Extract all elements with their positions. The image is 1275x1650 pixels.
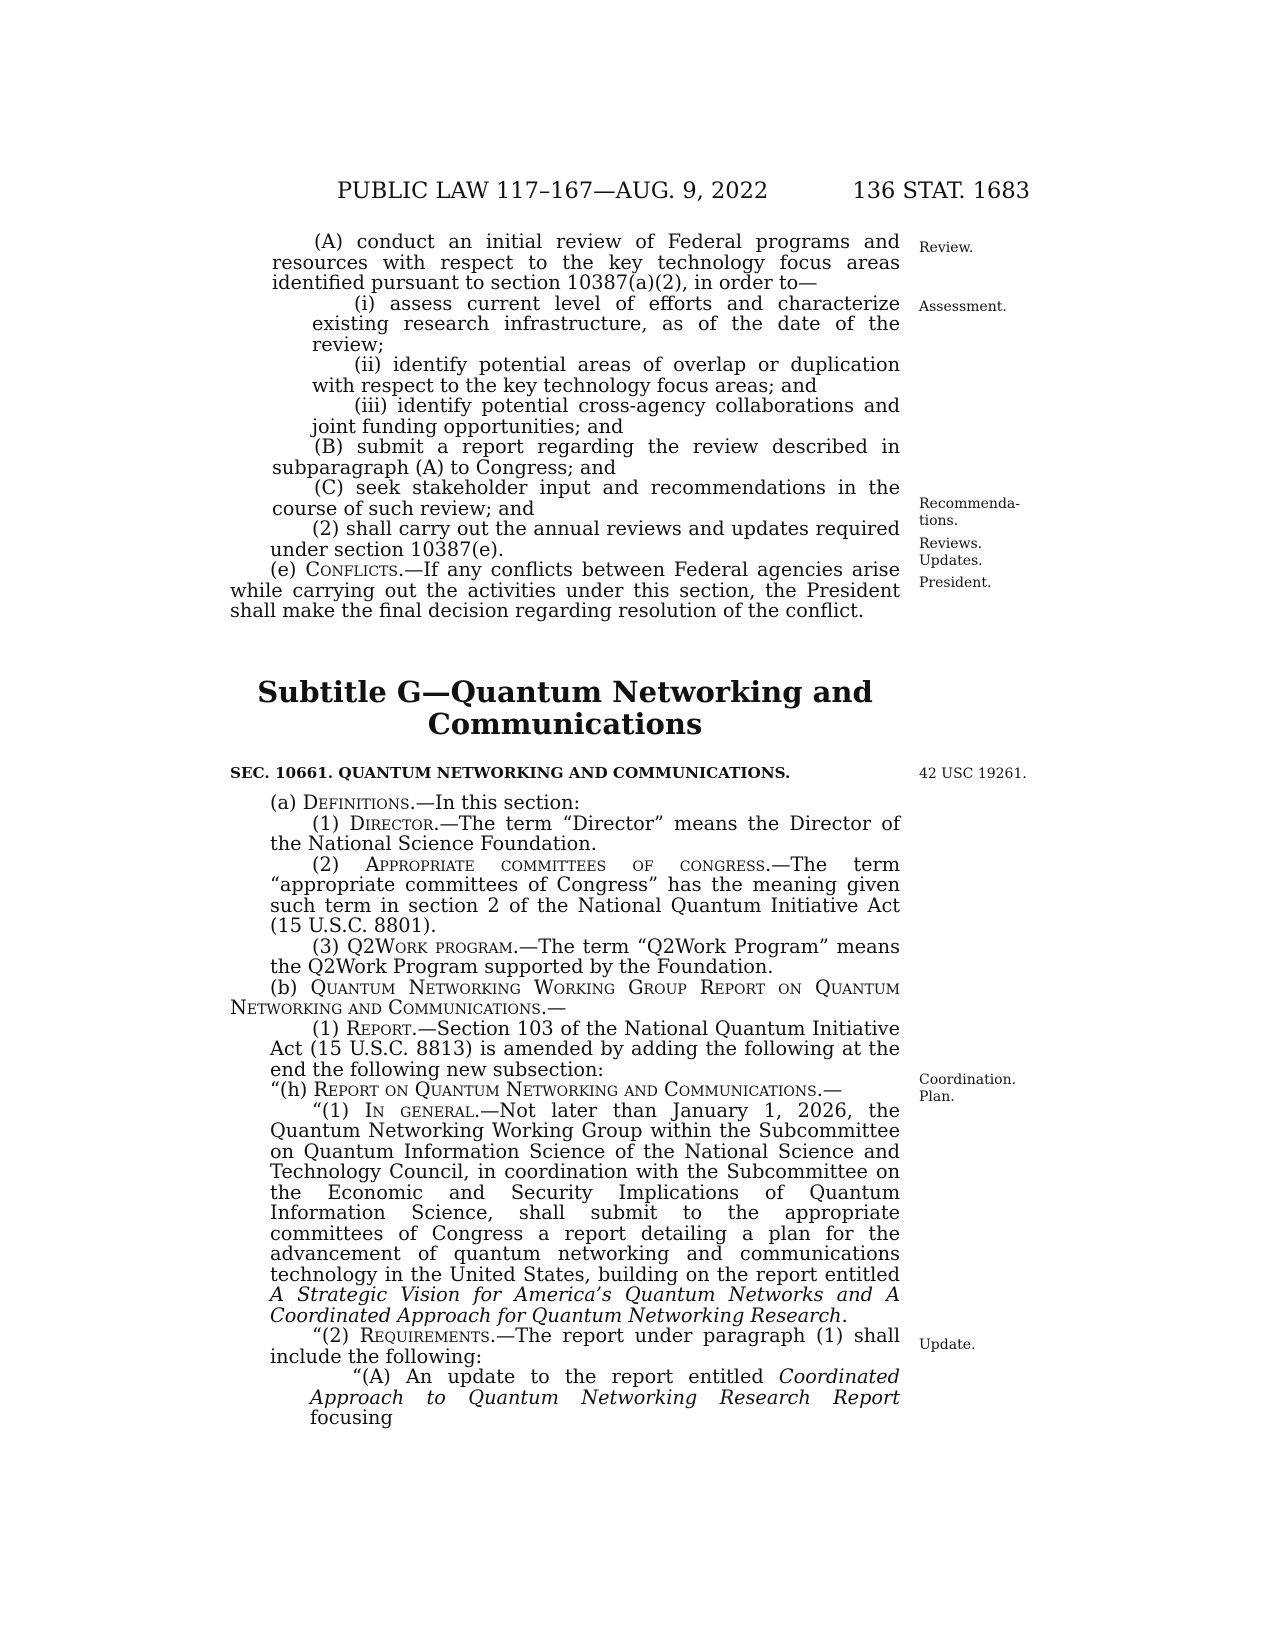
subsection-b-text: .— [540, 996, 567, 1019]
report-title-coordinated-approach: Coordinated Approach to Quantum Networking Research Report [310, 1365, 900, 1409]
subsection-a-prefix: (a) [270, 791, 297, 814]
subsection-e-text: .—If any conflicts between Federal agencies arise while carrying out the activities under this section, the President shall make the final decision regarding resolution of the conflict. [230, 558, 900, 622]
definition-3-prefix: (3) [312, 934, 340, 958]
requirements-text: .—The report under paragraph (1) shall include the following: [270, 1324, 900, 1368]
requirement-A-end: focusing [310, 1406, 393, 1429]
margin-note-coordination: Coordination. [919, 1072, 1017, 1088]
report-paragraph-1-heading: Report [346, 1016, 412, 1040]
subsection-a [230, 793, 900, 814]
report-paragraph-1 [230, 1016, 900, 1081]
definition-1 [230, 811, 900, 855]
paragraph-C-text: (C) seek stakeholder input and recommendations in the course of such review; and [272, 476, 900, 520]
paragraph-A-text: (A) conduct an initial review of Federal programs and resources with respect to the key technology focus areas identified pursuant to section 10387(a)(2), in order to— [272, 230, 900, 294]
margin-note-president: President. [919, 575, 992, 591]
quoted-subsection-h [230, 1080, 900, 1101]
page-number: 136 STAT. 1683 [852, 178, 1030, 204]
report-paragraph-1-prefix: (1) [312, 1016, 340, 1040]
margin-note-reviews-updates [919, 536, 983, 570]
clause-i-text: (i) assess current level of efforts and characterize existing research infrastructure, as of the date of the review; [312, 291, 900, 356]
report-paragraph-1-text: .—Section 103 of the National Quantum Initiative Act (15 U.S.C. 8813) is amended by adding the following at the end the following new subsection: [270, 1016, 900, 1081]
requirements-heading: Requirements [359, 1324, 490, 1347]
margin-note-reviews: Reviews. [919, 536, 983, 552]
subsection-b-heading: Quantum Networking Working Group Report on Quantum Networking and Communications [230, 975, 900, 1019]
definition-2-prefix: (2) [312, 852, 340, 876]
quoted-subsection-h-prefix: “(h) [270, 1078, 308, 1101]
subsection-a-heading: Definitions [302, 791, 410, 814]
running-header-left: PUBLIC LAW 117–167—AUG. 9, 2022 [337, 178, 769, 204]
in-general-prefix: “(1) [312, 1098, 350, 1122]
definition-2-heading: Appropriate committees of congress [365, 852, 766, 876]
text-block-part2 [230, 793, 900, 1429]
margin-note-coordination-plan [919, 1072, 1016, 1106]
quoted-subsection-h-text: .— [816, 1078, 843, 1101]
definition-1-text: .—The term “Director” means the Director of the National Science Foundation. [270, 811, 900, 855]
margin-note-review: Review. [919, 240, 974, 256]
requirements-prefix: “(2) [312, 1324, 350, 1347]
definition-2 [230, 852, 900, 937]
margin-note-recommendations [919, 496, 1020, 530]
section-heading: SEC. 10661. QUANTUM NETWORKING AND COMMUNICATIONS. [230, 764, 791, 782]
subsection-e-prefix: (e) [270, 558, 297, 581]
clause-iii [230, 396, 900, 437]
margin-note-updates: Updates. [919, 553, 983, 569]
text-block-part1 [230, 232, 900, 622]
in-general-paragraph [230, 1098, 900, 1327]
in-general-end: . [841, 1303, 848, 1327]
paragraph-2 [230, 519, 900, 560]
margin-note-recommendations-2: tions. [919, 513, 959, 529]
requirements-paragraph [230, 1326, 900, 1367]
definition-1-heading: Director [349, 811, 434, 835]
definition-1-prefix: (1) [312, 811, 340, 835]
clause-iii-text: (iii) identify potential cross-agency collaborations and joint funding opportunities; and [312, 394, 900, 438]
subtitle-heading [230, 676, 900, 740]
paragraph-B [230, 437, 900, 478]
paragraph-B-text: (B) submit a report regarding the review described in subparagraph (A) to Congress; and [272, 435, 900, 479]
in-general-text: .—Not later than January 1, 2026, the Quantum Networking Working Group within the Subcommittee on Quantum Information Science of the National Science and Technology Council, in coordination with the Subcommittee on the Economic and Security Implications of Quantum Information Science, shall submit to the appropriate committees of Congress a report detailing a plan for the advancement of quantum networking and communications technology in the United States, building on the report entitled [270, 1098, 900, 1286]
subsection-b [230, 975, 900, 1019]
in-general-heading: In general [364, 1098, 475, 1122]
definition-3-text: .—The term “Q2Work Program” means the Q2Work Program supported by the Foundation. [270, 934, 900, 978]
definition-3 [230, 934, 900, 978]
definition-3-heading: Q2Work program [347, 934, 513, 958]
clause-i [230, 291, 900, 356]
subtitle-line-2: Communications [427, 707, 703, 741]
subsection-a-text: .—In this section: [409, 791, 581, 814]
report-title-strategic-vision: A Strategic Vision for America’s Quantum Networks and A Coordinated Approach for Quantum Networking Research [270, 1283, 900, 1327]
definition-2-text: .—The term “appropriate committees of Congress” has the meaning given such term in section 2 of the National Quantum Initiative Act (15 U.S.C. 8801). [270, 852, 900, 937]
subsection-e [230, 560, 900, 622]
margin-note-update: Update. [919, 1337, 976, 1353]
requirement-A-text: “(A) An update to the report entitled [352, 1365, 779, 1388]
requirement-A [230, 1367, 900, 1429]
clause-ii [230, 355, 900, 396]
subtitle-line-1: Subtitle G—Quantum Networking and [257, 675, 873, 709]
margin-note-plan: Plan. [919, 1089, 955, 1105]
paragraph-2-text: (2) shall carry out the annual reviews and updates required under section 10387(e). [270, 517, 900, 561]
subsection-b-prefix: (b) [270, 975, 298, 999]
margin-note-recommendations-1: Recommenda- [919, 496, 1020, 512]
paragraph-A [230, 232, 900, 294]
margin-note-assessment: Assessment. [919, 299, 1007, 315]
subsection-e-heading: Conflicts [305, 558, 398, 581]
clause-ii-text: (ii) identify potential areas of overlap or duplication with respect to the key technology focus areas; and [312, 353, 900, 397]
margin-note-usc-citation: 42 USC 19261. [919, 766, 1027, 782]
quoted-subsection-h-heading: Report on Quantum Networking and Communications [313, 1078, 817, 1101]
paragraph-C [230, 478, 900, 519]
